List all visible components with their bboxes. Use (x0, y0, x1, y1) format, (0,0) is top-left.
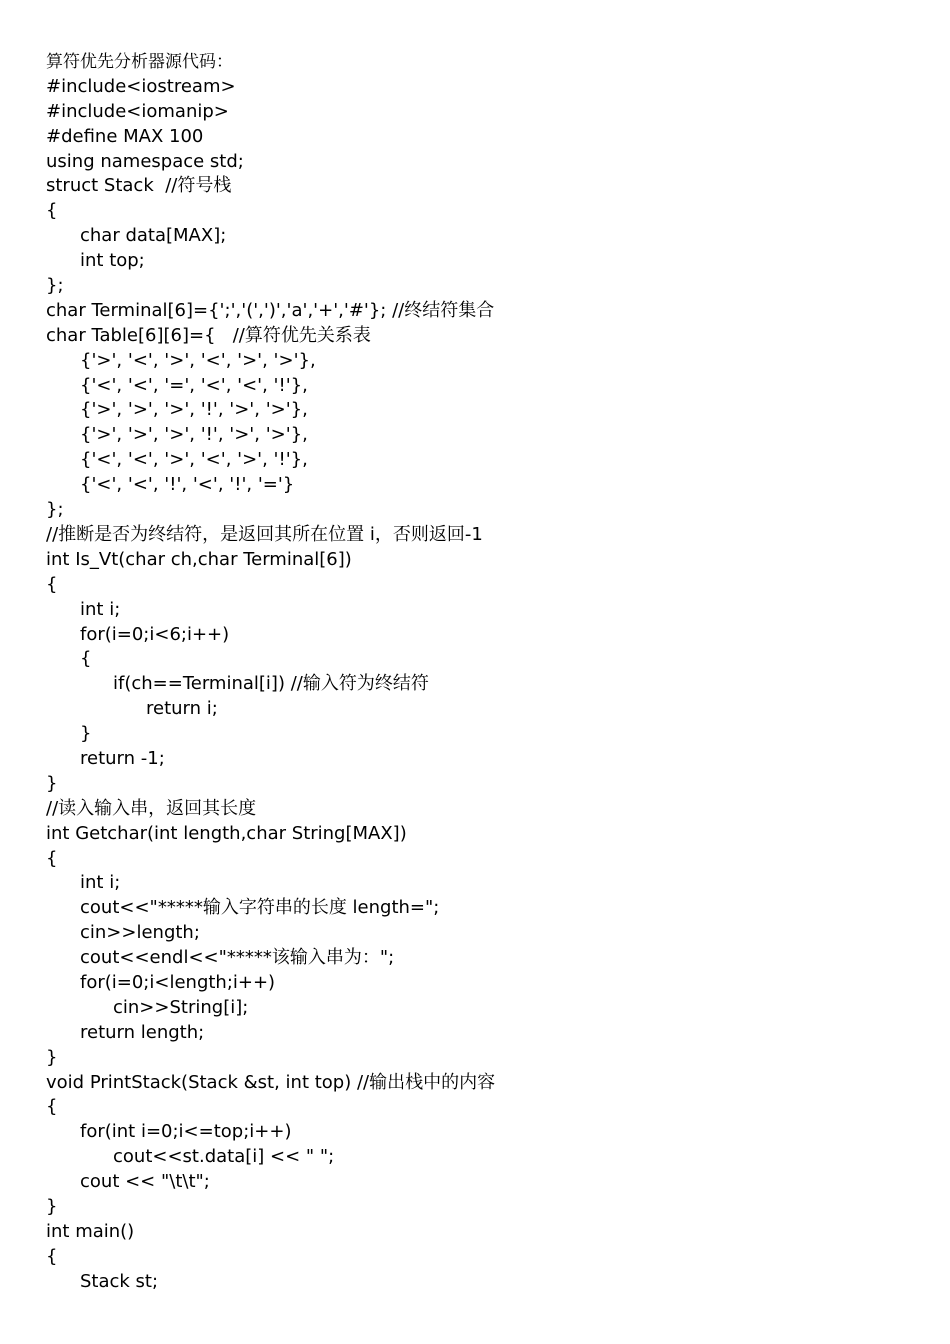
code-line: } (46, 1195, 58, 1217)
code-line: return i; (146, 698, 218, 720)
code-line: {'<', '<', '=', '<', '<', '!'}, (80, 374, 308, 396)
code-line: for(i=0;i<length;i++) (80, 971, 276, 993)
code-line: {'>', '<', '>', '<', '>', '>'}, (80, 349, 316, 371)
code-line: cout<<endl<<"*****该输入串为："; (80, 947, 395, 969)
code-line: for(i=0;i<6;i++) (80, 623, 230, 645)
code-line: } (46, 772, 58, 794)
code-line: { (46, 1096, 58, 1118)
code-line: return -1; (80, 747, 165, 769)
code-listing (46, 75, 906, 1295)
code-line: int main() (46, 1220, 135, 1242)
code-line: return length; (80, 1021, 205, 1043)
code-line: if(ch==Terminal[i]) //输入符为终结符 (113, 673, 429, 695)
code-line: cout<<st.data[i] << " "; (113, 1146, 335, 1168)
code-line: { (80, 648, 92, 670)
code-line: cout<<"*****输入字符串的长度 length="; (80, 897, 440, 919)
code-line: for(int i=0;i<=top;i++) (80, 1121, 292, 1143)
code-line: using namespace std; (46, 150, 244, 172)
code-line: { (46, 200, 58, 222)
code-line: #define MAX 100 (46, 125, 204, 147)
code-line: int top; (80, 250, 145, 272)
code-line: }; (46, 275, 64, 297)
code-line: Stack st; (80, 1270, 159, 1292)
code-line: } (46, 1046, 58, 1068)
code-line: cout << "\t\t"; (80, 1171, 210, 1193)
code-line: {'>', '>', '>', '!', '>', '>'}, (80, 399, 308, 421)
document-heading: 算符优先分析器源代码： (46, 52, 233, 72)
code-line: {'<', '<', '!', '<', '!', '='} (80, 474, 295, 496)
code-line: char Table[6][6]={ //算符优先关系表 (46, 324, 371, 346)
code-line: cin>>length; (80, 922, 200, 944)
code-line: { (46, 847, 58, 869)
code-line: {'<', '<', '>', '<', '>', '!'}, (80, 449, 308, 471)
code-line: #include<iomanip> (46, 100, 229, 122)
code-line: int Getchar(int length,char String[MAX]) (46, 822, 407, 844)
code-line: int i; (80, 598, 121, 620)
code-line: void PrintStack(Stack &st, int top) //输出栈中的内容 (46, 1071, 496, 1093)
code-line: #include<iostream> (46, 75, 236, 97)
code-line: char data[MAX]; (80, 225, 227, 247)
source-code-document (46, 50, 906, 1295)
code-line: //读入输入串，返回其长度 (46, 797, 257, 819)
code-line: cin>>String[i]; (113, 996, 249, 1018)
code-line: } (80, 723, 92, 745)
code-line: int i; (80, 872, 121, 894)
code-line: int Is_Vt(char ch,char Terminal[6]) (46, 548, 352, 570)
code-line: { (46, 1245, 58, 1267)
code-line: {'>', '>', '>', '!', '>', '>'}, (80, 424, 308, 446)
code-line: { (46, 573, 58, 595)
code-line: }; (46, 499, 64, 521)
code-line: struct Stack //符号栈 (46, 175, 232, 197)
code-line: //推断是否为终结符，是返回其所在位置 i，否则返回-1 (46, 523, 483, 545)
code-line: char Terminal[6]={';','(',')','a','+','#'}; //终结符集合 (46, 299, 495, 321)
